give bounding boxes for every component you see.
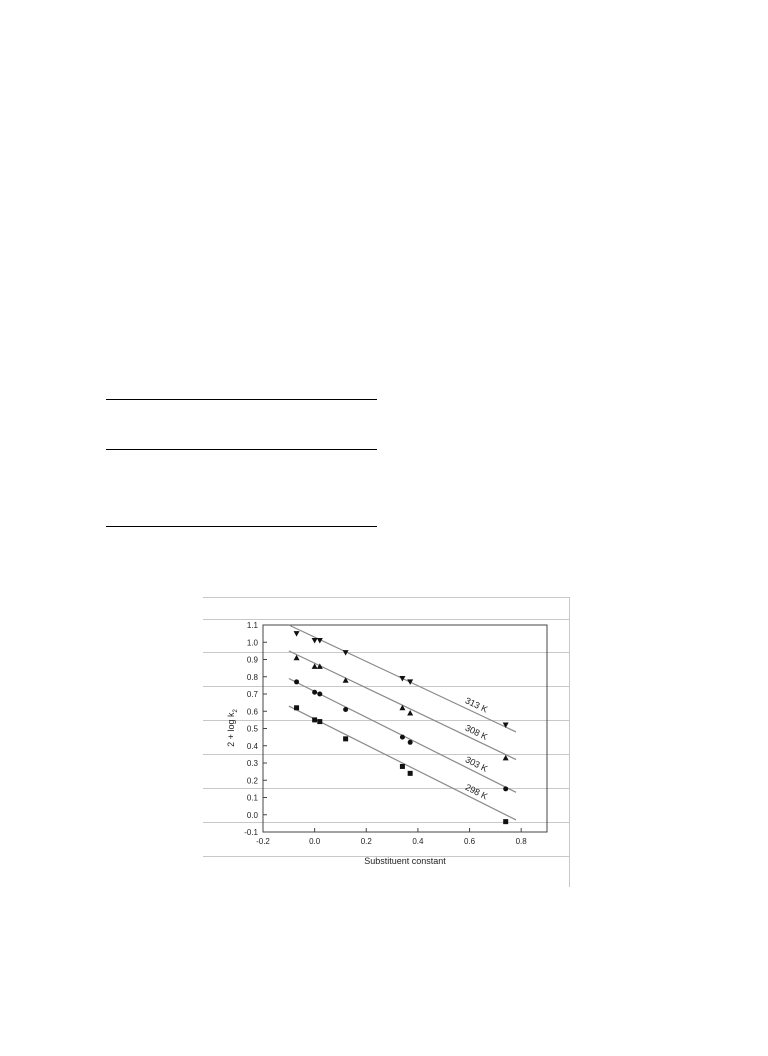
data-point <box>317 692 322 697</box>
y-tick-label: 0.6 <box>246 707 258 717</box>
series-label: 298 K <box>463 782 490 802</box>
data-point <box>399 676 405 682</box>
y-tick-label: 0.1 <box>246 793 258 803</box>
data-point <box>408 771 413 776</box>
x-axis-label: Substituent constant <box>364 856 446 866</box>
y-tick-label: 1.1 <box>246 621 258 630</box>
data-point <box>312 638 318 644</box>
series-label: 313 K <box>463 695 490 715</box>
data-point <box>407 679 413 685</box>
data-point <box>317 719 322 724</box>
data-point <box>343 707 348 712</box>
x-tick-label: 0.4 <box>412 837 424 846</box>
y-tick-label: 0.3 <box>246 759 258 768</box>
x-tick-label: 0.8 <box>515 837 527 846</box>
data-point <box>294 679 299 684</box>
series-label: 308 K <box>463 722 490 742</box>
data-point <box>400 764 405 769</box>
data-point <box>294 705 299 710</box>
y-tick-label: 0.7 <box>246 690 258 699</box>
y-tick-label: 0.4 <box>246 741 258 751</box>
data-point <box>408 740 413 745</box>
data-point <box>400 735 405 740</box>
y-axis <box>244 621 267 837</box>
y-tick-label: 0.0 <box>246 810 258 820</box>
y-tick-label: 0.2 <box>246 776 258 786</box>
series-labels <box>464 695 490 801</box>
y-tick-label: 0.5 <box>246 724 258 734</box>
x-tick-label: 0.6 <box>463 837 476 846</box>
x-tick-label: -0.2 <box>256 837 270 846</box>
data-point <box>503 723 509 729</box>
data-point <box>503 819 508 824</box>
y-axis-label <box>226 709 239 747</box>
data-point <box>312 717 317 722</box>
x-tick-label: 0.2 <box>360 837 372 846</box>
data-point <box>503 786 508 791</box>
y-axis-label-main: 2 + log k <box>226 712 236 747</box>
data-point <box>312 690 317 695</box>
y-tick-label: 0.9 <box>246 655 258 665</box>
x-axis <box>256 828 527 846</box>
series-label: 303 K <box>463 754 490 774</box>
y-tick-label: -0.1 <box>244 828 258 837</box>
data-point <box>343 736 348 741</box>
y-axis-label-subscript: 2 <box>233 709 239 713</box>
plot-area <box>263 625 547 832</box>
y-tick-label: 0.8 <box>246 672 258 682</box>
x-tick-label: 0.0 <box>309 837 321 846</box>
y-tick-label: 1.0 <box>246 638 258 648</box>
data-point <box>294 631 300 637</box>
data-point <box>407 710 413 716</box>
data-point <box>343 677 349 683</box>
